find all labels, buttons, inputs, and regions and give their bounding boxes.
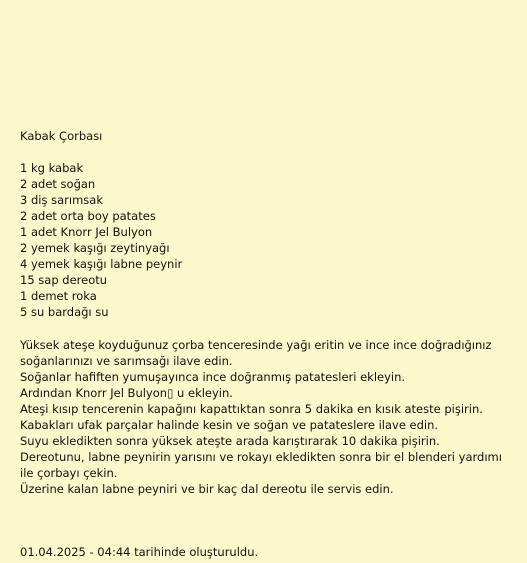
instruction-step: Ateşi kısıp tencerenin kapağını kapattıktan sonra 5 dakika en kısık ateste pişirin. [20,402,483,416]
instruction-step: Üzerine kalan labne peyniri ve bir kaç dal dereotu ile servis edin. [20,482,394,496]
instruction-list [20,337,512,497]
ingredient-list [20,160,512,320]
ingredient-item: 2 yemek kaşığı zeytinyağı [20,241,170,255]
recipe-title: Kabak Çorbası [20,129,103,143]
ingredient-item: 5 su bardağı su [20,305,109,319]
ingredient-item: 1 demet roka [20,289,97,303]
ingredient-item: 4 yemek kaşığı labne peynir [20,257,183,271]
ingredient-item: 15 sap dereotu [20,273,108,287]
ingredient-item: 2 adet soğan [20,177,96,191]
instruction-step: Kabakları ufak parçalar halinde kesin ve soğan ve patateslere ilave edin. [20,418,439,432]
instruction-step: Soğanlar hafiften yumuşayınca ince doğranmış patatesleri ekleyin. [20,370,406,384]
ingredient-item: 1 kg kabak [20,161,84,175]
instruction-step: Suyu ekledikten sonra yüksek ateşte arada karıştırarak 10 dakika pişirin. [20,434,440,448]
creation-timestamp: 01.04.2025 - 04:44 tarihinde oluşturuldu. [20,545,259,559]
instruction-step: Ardından Knorr Jel Bulyon▯ u ekleyin. [20,386,233,400]
instruction-step: Yüksek ateşe koyduğunuz çorba tenceresinde yağı eritin ve ince ince doğradığınız soğanlarınızı ve sarımsağı ilave edin. [20,338,492,368]
instruction-step: Dereotunu, labne peynirin yarısını ve rokayı ekledikten sonra bir el blenderi yardımı ile çorbayı çekin. [20,450,502,480]
ingredient-item: 3 diş sarımsak [20,193,103,207]
ingredient-item: 2 adet orta boy patates [20,209,156,223]
recipe-document [20,128,512,497]
ingredient-item: 1 adet Knorr Jel Bulyon [20,225,153,239]
